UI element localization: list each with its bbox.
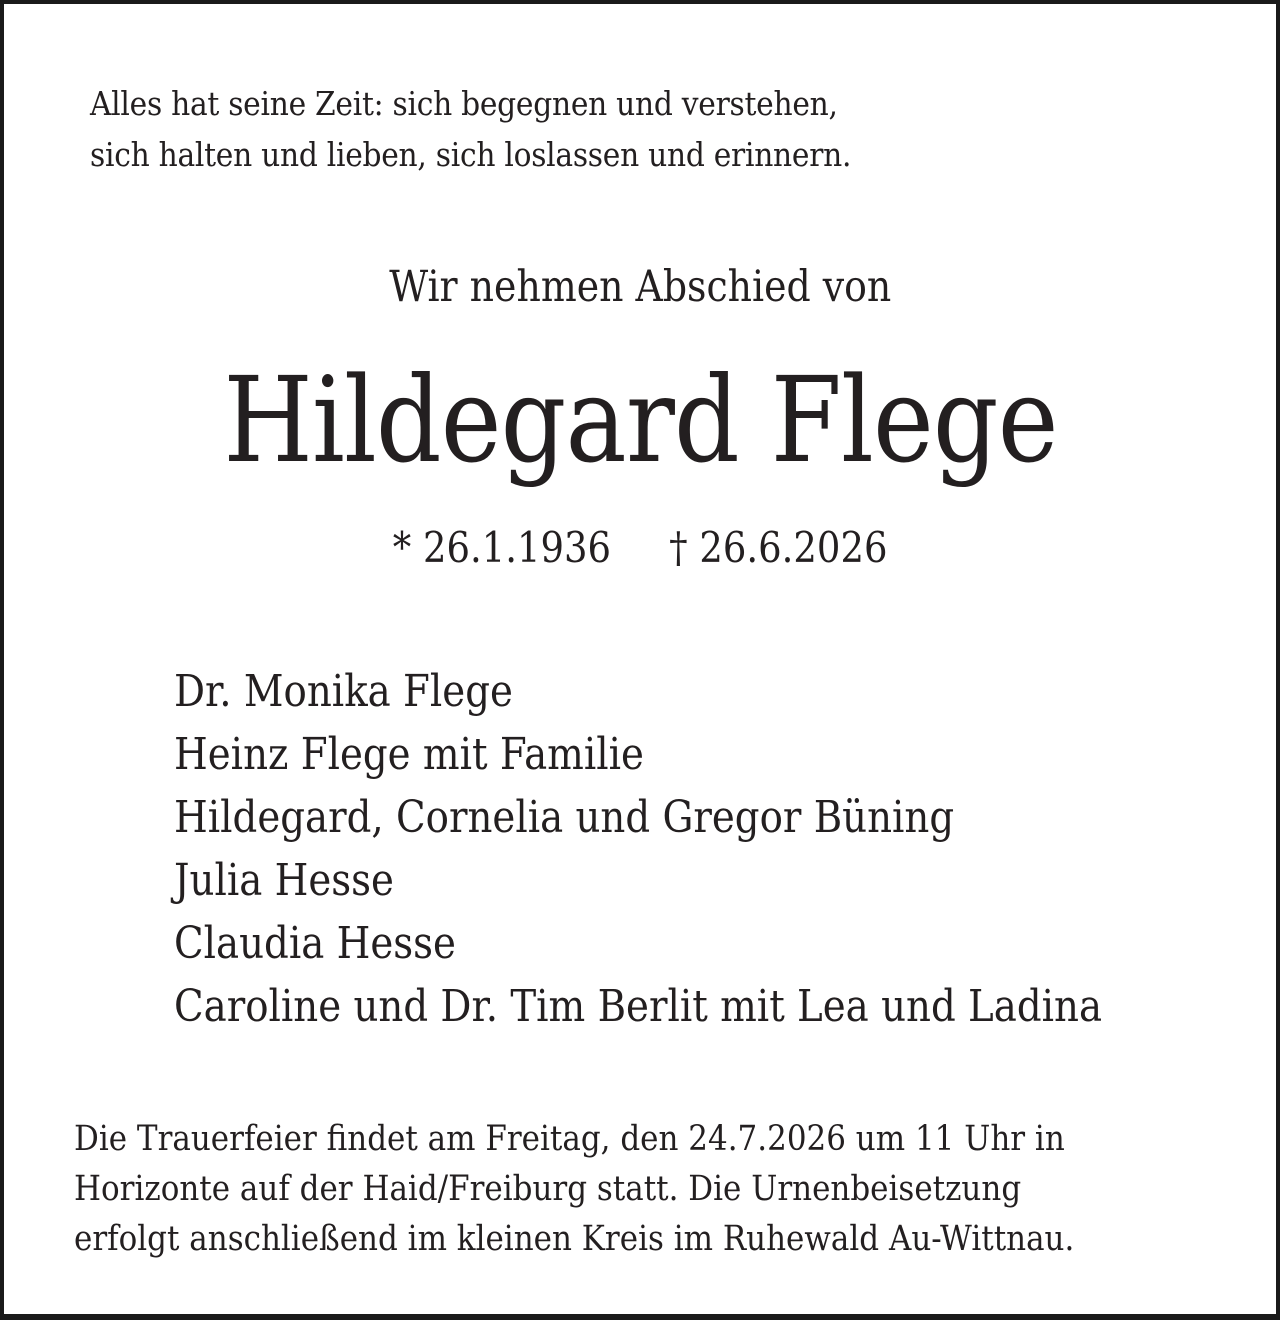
farewell-text: Wir nehmen Abschied von (388, 262, 892, 312)
mourners-list (174, 660, 1102, 1038)
birth-date: * 26.1.1936 (392, 523, 611, 572)
life-dates-row (393, 521, 888, 575)
mourner-entry: Dr. Monika Flege (174, 666, 513, 717)
mourner-entry: Julia Hesse (174, 855, 394, 906)
mourner-entry: Caroline und Dr. Tim Berlit mit Lea und Ladina (174, 981, 1103, 1032)
deceased-name: Hildegard Flege (222, 351, 1058, 489)
mourner-entry: Claudia Hesse (174, 918, 456, 969)
death-date: † 26.6.2026 (669, 523, 888, 572)
mourner-entry: Heinz Flege mit Familie (174, 729, 644, 780)
notice-line: Horizonte auf der Haid/Freiburg statt. Die Urnenbeisetzung (74, 1169, 1022, 1209)
farewell-heading (4, 260, 1276, 314)
service-notice (74, 1114, 1074, 1264)
notice-line: erfolgt anschließend im kleinen Kreis im Ruhewald Au-Wittnau. (74, 1219, 1075, 1259)
deceased-name-heading (4, 350, 1276, 490)
quote-line: Alles hat seine Zeit: sich begegnen und verstehen, (90, 84, 838, 123)
notice-line: Die Trauerfeier findet am Freitag, den 24.7.2026 um 11 Uhr in (74, 1119, 1065, 1159)
mourner-entry: Hildegard, Cornelia und Gregor Büning (174, 792, 955, 843)
quote-line: sich halten und lieben, sich loslassen und erinnern. (90, 135, 852, 174)
opening-quote (90, 78, 851, 180)
life-dates (4, 521, 1276, 575)
